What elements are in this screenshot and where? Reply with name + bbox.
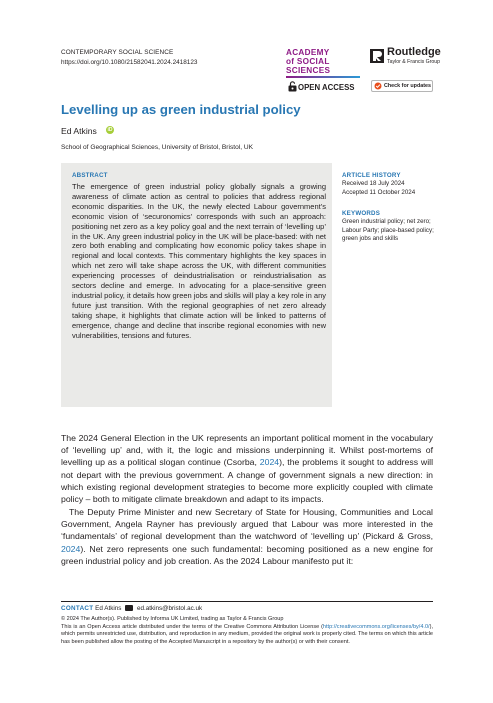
citation-link[interactable]: 2024: [61, 543, 81, 554]
accepted-date: Accepted 11 October 2024: [342, 188, 416, 196]
check-updates-label: Check for updates: [384, 83, 432, 89]
abstract-text: The emergence of green industrial policy globally signals a growing awareness of climate action as central to policies that address regional economic disparities. In the UK, the newly elected Labour government’s economic vision of ‘securonomics’ corresponds with such an approach: positioning net zero as a key policy goal and the next terrain of ‘levelling up’ in the UK. Any green industrial policy in the UK will be place-based: with net zero both enabling and complicating how economic policy takes shape in regional and local contexts. This commentary highlights the key spaces in which net zero will take shape across the UK, with different communities experiencing processes of deindustrialisation or reindustrialisation as sectors decline and emerge. In advocating for a place-sensitive green industrial policy, it details how green jobs and skills will play a key role in any future just transition. With the regional geographies of net zero already taking shape, it highlights that climate action will be linked to patterns of emergence, change and decline that inscribe regional economies with new vulnerabilities, tensions and futures.: [72, 182, 326, 340]
license-text-a: This is an Open Access article distributed under the terms of the Creative Commons Attribution License (: [61, 623, 323, 630]
contact-line: [61, 605, 202, 612]
received-date: Received 18 July 2024: [342, 180, 405, 188]
p1-text-a: The 2024 General Election in the UK represents an important political moment in the vocabulary of ‘levelling up’ and, with it, the logic and missions underpinning it. Whilst post-mortems of levelling up as a political slogan continue (Csorba,: [61, 433, 433, 468]
license-link[interactable]: http://creativecommons.org/licenses/by/4.0/: [322, 623, 430, 630]
contact-email[interactable]: ed.atkins@bristol.ac.uk: [136, 605, 203, 612]
license-text-b: ), which permits unrestricted use, distribution, and reproduction in any medium, provided the original work is properly cited. The terms on which this article has been published allow the posting of the Accepted Manuscript in a repository by the author(s) or with their consent.: [61, 623, 433, 645]
keywords-block: [342, 210, 442, 244]
copyright-line: © 2024 The Author(s). Published by Informa UK Limited, trading as Taylor & Francis Group: [61, 616, 284, 622]
p1-text-b: ), the problems it sought to address will not depart with the previous government. A change of government signals a new direction: in which existing regional development strategies to become more explicitly coupled with climate policy – both to mitigate climate breakdown and adapt to its impacts.: [61, 457, 434, 505]
body-paragraph-1: [61, 432, 433, 505]
citation-link[interactable]: 2024: [259, 457, 280, 468]
abstract-heading: ABSTRACT: [72, 172, 108, 179]
academy-line1: ACADEMY: [286, 48, 330, 57]
orcid-icon[interactable]: iD: [107, 127, 113, 133]
article-history: [342, 172, 442, 197]
p2-text-a: The Deputy Prime Minister and new Secretary of State for Housing, Communities and Local Government, Angela Rayner has previously argued that Labour was more interested in the ‘fundamentals’ of regional development than the watchword of ‘levelling up’ (Pickard & Gross,: [61, 507, 433, 542]
check-updates-icon: [374, 82, 382, 90]
academy-line2: of SOCIAL SCIENCES: [286, 57, 331, 75]
history-heading: ARTICLE HISTORY: [342, 172, 401, 179]
p2-text-b: ). Net zero represents one such fundamental: becoming positioned as a new engine for green industrial policy and job creation. As the 2024 Labour manifesto put it:: [61, 543, 433, 566]
email-icon: [125, 605, 133, 611]
affiliation: School of Geographical Sciences, University of Bristol, Bristol, UK: [61, 144, 254, 151]
keywords-text: Green industrial policy; net zero; Labour Party; place-based policy; green jobs and skills: [342, 218, 434, 243]
routledge-logo-icon: [369, 48, 385, 64]
keywords-heading: KEYWORDS: [342, 210, 381, 217]
open-access-lock-icon: [288, 81, 297, 92]
academy-logo: [286, 48, 364, 78]
open-access-label: OPEN ACCESS: [298, 83, 355, 92]
publisher-name: Routledge: [387, 46, 441, 58]
journal-name: CONTEMPORARY SOCIAL SCIENCE: [61, 49, 174, 56]
author-name[interactable]: Ed Atkins: [61, 126, 97, 136]
publisher-sub: Taylor & Francis Group: [387, 59, 441, 65]
doi-link[interactable]: https://doi.org/10.1080/21582041.2024.2418123: [61, 59, 198, 66]
contact-name: Ed Atkins: [95, 605, 122, 612]
body-paragraph-2: [61, 506, 433, 567]
academy-bar: [286, 76, 360, 78]
license-text: [61, 624, 433, 647]
contact-label: CONTACT: [61, 605, 94, 612]
article-title: Levelling up as green industrial policy: [61, 102, 301, 117]
copyright-block: [61, 616, 433, 646]
footer-divider: [61, 601, 433, 602]
check-for-updates-button[interactable]: [371, 80, 433, 92]
